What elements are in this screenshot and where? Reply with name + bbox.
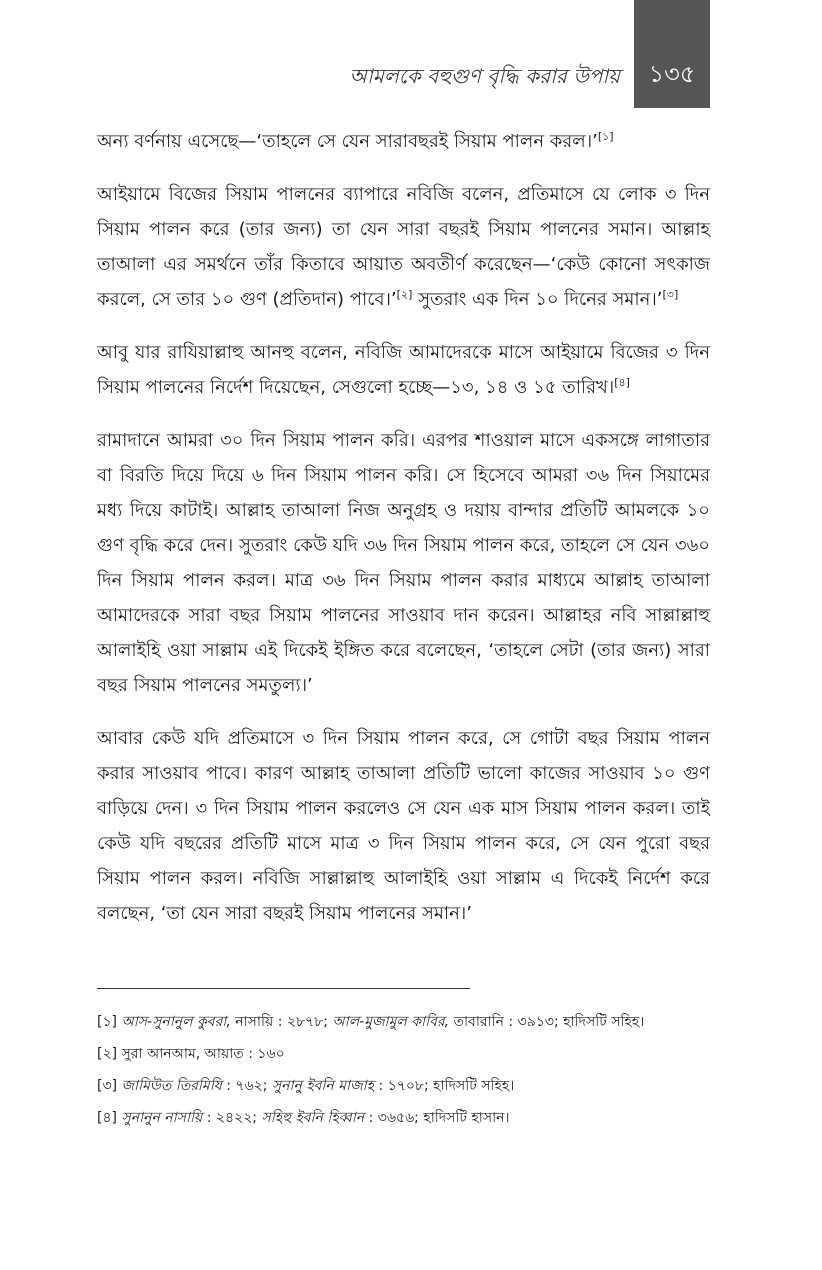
footnote-text: তাবারানি : ৩৯১৩; হাদিসটি সহিহ।	[449, 1014, 645, 1030]
footnote-divider	[97, 988, 470, 989]
footnote-number: [২]	[97, 1046, 118, 1062]
paragraph-text: আবু যার রাযিয়াল্লাহু আনহু বলেন, নবিজি আমাদেরকে মাসে আইয়ামে বিজের ৩ দিন সিয়াম পালনের নির্দেশ দিয়েছেন, সেগুলো হচ্ছে—১৩, ১৪ ও ১৫ তারিখ।	[97, 342, 710, 398]
footnote-number: [১]	[97, 1014, 118, 1030]
paragraph-4	[97, 423, 710, 703]
footnote-source: সুনানুন নাসায়ি	[121, 1110, 203, 1126]
paragraph-5	[97, 721, 710, 931]
paragraph-text: আবার কেউ যদি প্রতিমাসে ৩ দিন সিয়াম পালন করে, সে গোটা বছর সিয়াম পালন করার সাওয়াব পাবে। কারণ আল্লাহ তাআলা প্রতিটি ভালো কাজের সাওয়াব ১০ গুণ বাড়িয়ে দেন। ৩ দিন সিয়াম পালন করলেও সে যেন এক মাস সিয়াম পালন করল। তাই কেউ যদি বছরের প্রতিটি মাসে মাত্র ৩ দিন সিয়াম পালন করে, সে যেন পুরো বছর সিয়াম পালন করল। নবিজি সাল্লাল্লাহু আলাইহি ওয়া সাল্লাম এ দিকেই নির্দেশ করে বলছেন, ‘তা যেন সারা বছরই সিয়াম পালনের সমান।’	[97, 728, 710, 924]
footnote-2	[97, 1044, 717, 1064]
footnote-source: জামিউত তিরমিযি	[121, 1078, 222, 1094]
footnote-ref: [১]	[597, 130, 614, 143]
paragraph-text: রামাদানে আমরা ৩০ দিন সিয়াম পালন করি। এরপর শাওয়াল মাসে একসঙ্গে লাগাতার বা বিরতি দিয়ে দিয়ে ৬ দিন সিয়াম পালন করি। সে হিসেবে আমরা ৩৬ দিন সিয়ামের মধ্য দিয়ে কাটাই। আল্লাহ তাআলা নিজ অনুগ্রহ ও দয়ায় বান্দার প্রতিটি আমলকে ১০ গুণ বৃদ্ধি করে দেন। সুতরাং কেউ যদি ৩৬ দিন সিয়াম পালন করে, তাহলে সে যেন ৩৬০ দিন সিয়াম পালন করল। মাত্র ৩৬ দিন সিয়াম পালন করার মাধ্যমে আল্লাহ তাআলা আমাদেরকে সারা বছর সিয়াম পালনের সাওয়াব দান করেন। আল্লাহর নবি সাল্লাল্লাহু আলাইহি ওয়া সাল্লাম এই দিকেই ইঙ্গিত করে বলেছেন, ‘তাহলে সেটা (তার জন্য) সারা বছর সিয়াম পালনের সমতুল্য।’	[97, 430, 710, 696]
footnote-source: সহিহু ইবনি হিব্বান	[261, 1110, 365, 1126]
footnotes	[97, 1012, 717, 1140]
footnote-text: : ৩৬৫৬; হাদিসটি হাসান।	[364, 1110, 510, 1126]
footnote-source: আল-মুজামুল কাবির,	[332, 1014, 450, 1030]
footnote-text: : ৭৬২;	[221, 1078, 272, 1094]
page-number-tab	[634, 0, 710, 108]
running-header: আমলকে বহুগুণ বৃদ্ধি করার উপায়	[349, 64, 620, 88]
page-number: ১৩৫	[648, 60, 696, 88]
body-text	[97, 124, 710, 949]
footnote-3	[97, 1076, 717, 1096]
footnote-ref: [৩]	[662, 288, 679, 301]
paragraph-3	[97, 335, 710, 405]
footnote-text: সুরা আনআম, আয়াত : ১৬০	[117, 1046, 285, 1062]
paragraph-text: আইয়ামে বিজের সিয়াম পালনের ব্যাপারে নবিজি বলেন, প্রতিমাসে যে লোক ৩ দিন সিয়াম পালন করে (তার জন্য) তা যেন সারা বছরই সিয়াম পালনের সমান। আল্লাহ তাআলা এর সমর্থনে তাঁর কিতাবে আয়াত অবতীর্ণ করেছেন—‘কেউ কোনো সৎকাজ করলে, সে তার ১০ গুণ (প্রতিদান) পাবে।’	[97, 184, 710, 310]
footnote-source: সুনানু ইবনি মাজাহ	[271, 1078, 375, 1094]
footnote-4	[97, 1108, 717, 1128]
paragraph-2	[97, 177, 710, 317]
footnote-number: [৪]	[97, 1110, 118, 1126]
footnote-text: : ১৭০৮; হাদিসটি সহিহ।	[374, 1078, 515, 1094]
paragraph-text: সুতরাং এক দিন ১০ দিনের সমান।’	[412, 289, 663, 310]
footnote-text: : ২৪২২;	[202, 1110, 262, 1126]
footnote-source: আস-সুনানুল কুবরা,	[121, 1014, 231, 1030]
paragraph-1	[97, 124, 710, 159]
footnote-1	[97, 1012, 717, 1032]
footnote-text: নাসায়ি : ২৮৭৮;	[230, 1014, 333, 1030]
footnote-ref: [৪]	[614, 376, 630, 389]
footnote-number: [৩]	[97, 1078, 118, 1094]
paragraph-text: অন্য বর্ণনায় এসেছে—‘তাহলে সে যেন সারাবছরই সিয়াম পালন করল।’	[97, 131, 598, 152]
footnote-ref: [২]	[396, 288, 413, 301]
